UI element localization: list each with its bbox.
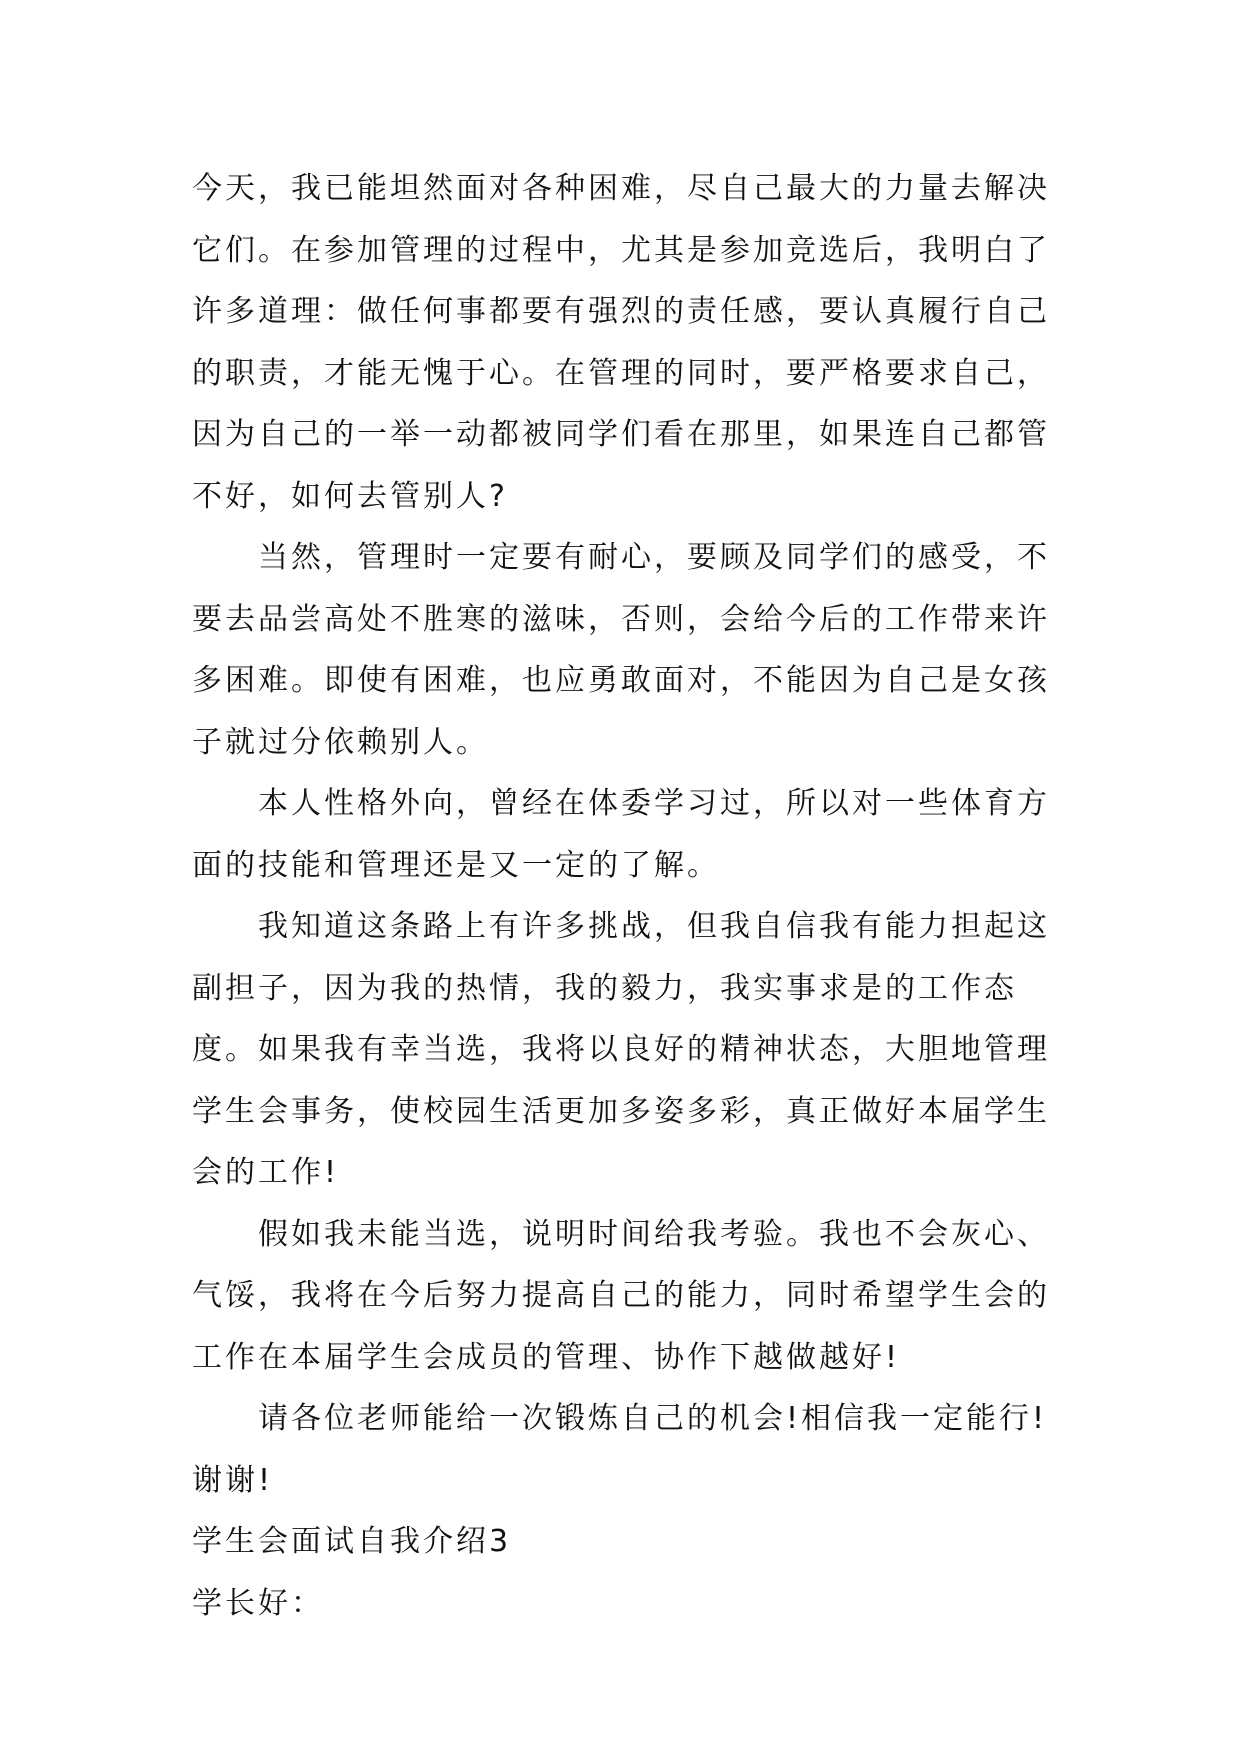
document-body <box>192 158 1052 1634</box>
section-heading: 学生会面试自我介绍3 <box>192 1524 512 1559</box>
salutation: 学长好： <box>192 1585 324 1621</box>
body-paragraph: 今天，我已能坦然面对各种困难，尽自己最大的力量去解决它们。在参加管理的过程中，尤其是参加竞选后，我明白了许多道理：做任何事都要有强烈的责任感，要认真履行自己的职责，才能无愧于心。在管理的同时，要严格要求自己，因为自己的一举一动都被同学们看在那里，如果连自己都管不好，如何去管别人? <box>192 171 1050 514</box>
body-paragraph: 假如我未能当选，说明时间给我考验。我也不会灰心、气馁，我将在今后努力提高自己的能力，同时希望学生会的工作在本届学生会成员的管理、协作下越做越好! <box>192 1216 1050 1375</box>
body-paragraph: 我知道这条路上有许多挑战，但我自信我有能力担起这副担子，因为我的热情，我的毅力，我实事求是的工作态度。如果我有幸当选，我将以良好的精神状态，大胆地管理学生会事务，使校园生活更加多姿多彩，真正做好本届学生会的工作! <box>192 909 1050 1190</box>
body-paragraph: 当然，管理时一定要有耐心，要顾及同学们的感受，不要去品尝高处不胜寒的滋味，否则，会给今后的工作带来许多困难。即使有困难，也应勇敢面对，不能因为自己是女孩子就过分依赖别人。 <box>192 540 1050 760</box>
body-paragraph: 请各位老师能给一次锻炼自己的机会!相信我一定能行!谢谢! <box>192 1401 1048 1498</box>
body-paragraph: 本人性格外向，曾经在体委学习过，所以对一些体育方面的技能和管理还是又一定的了解。 <box>192 786 1050 883</box>
